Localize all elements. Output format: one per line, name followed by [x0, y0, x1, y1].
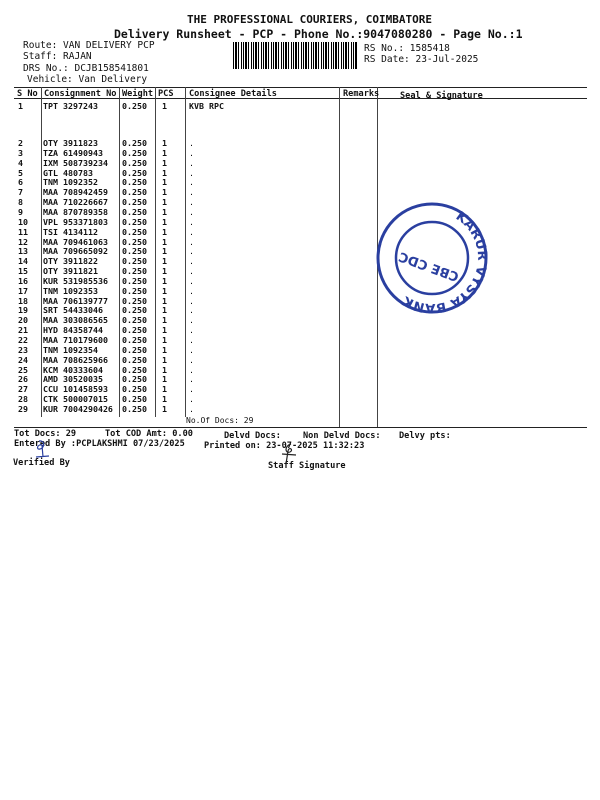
cell-consignment-no: MAA 710226667 — [43, 197, 108, 208]
cell-weight: 0.250 — [122, 335, 147, 345]
cell-sno: 19 — [18, 305, 28, 316]
cell-weight: 0.250 — [122, 394, 147, 405]
cell-sno: 25 — [18, 364, 28, 375]
cell-sno: 13 — [18, 246, 28, 257]
cell-consignee-details: . — [189, 315, 194, 326]
cell-pcs: 1 — [162, 364, 167, 375]
cell-consignment-no: IXM 508739234 — [43, 157, 108, 168]
cell-weight: 0.250 — [122, 206, 147, 217]
col-header-weight: Weight — [122, 89, 154, 99]
cell-pcs: 1 — [162, 167, 167, 178]
cell-consignment-no: OTY 3911823 — [43, 138, 98, 148]
delivered-docs: Delvd Docs: — [224, 431, 281, 441]
cell-consignee-details: . — [189, 236, 194, 247]
cell-sno: 22 — [18, 335, 28, 345]
cell-consignment-no: MAA 710179600 — [43, 335, 108, 345]
cell-consignee-details: . — [189, 216, 194, 227]
cell-pcs: 1 — [162, 344, 167, 355]
cell-consignment-no: TNM 1092352 — [43, 177, 98, 188]
cell-weight: 0.250 — [122, 236, 147, 247]
cell-weight: 0.250 — [122, 197, 147, 208]
cell-consignment-no: MAA 708942459 — [43, 187, 108, 198]
cell-sno: 21 — [18, 325, 28, 336]
cell-consignee-details: . — [189, 344, 194, 355]
cell-sno: 5 — [18, 167, 23, 178]
cell-consignee-details: . — [189, 246, 194, 257]
cell-sno: 8 — [18, 197, 23, 208]
cell-consignment-no: OTY 3911821 — [43, 266, 98, 277]
cell-consignee-details: KVB RPC — [189, 101, 224, 111]
cell-weight: 0.250 — [122, 101, 147, 111]
cell-weight: 0.250 — [122, 325, 147, 336]
cell-pcs: 1 — [162, 374, 167, 385]
cell-pcs: 1 — [162, 305, 167, 316]
cell-sno: 18 — [18, 295, 28, 306]
vehicle-label: Vehicle: Van Delivery — [27, 74, 148, 85]
cell-weight: 0.250 — [122, 266, 147, 277]
cell-pcs: 1 — [162, 147, 167, 158]
cell-consignment-no: TPT 3297243 — [43, 101, 98, 111]
cell-weight: 0.250 — [122, 157, 147, 168]
no-of-docs: No.Of Docs: 29 — [186, 416, 254, 425]
cell-pcs: 1 — [162, 285, 167, 296]
cell-pcs: 1 — [162, 275, 167, 286]
barcode-image — [233, 42, 358, 69]
cell-weight: 0.250 — [122, 315, 147, 326]
cell-consignment-no: VPL 953371803 — [43, 216, 108, 227]
cell-consignee-details: . — [189, 187, 194, 198]
cell-consignee-details: . — [189, 354, 194, 365]
cell-pcs: 1 — [162, 226, 167, 237]
cell-sno: 9 — [18, 206, 23, 217]
cell-weight: 0.250 — [122, 167, 147, 178]
cell-pcs: 1 — [162, 101, 167, 111]
cell-consignee-details: . — [189, 226, 194, 237]
cell-consignee-details: . — [189, 157, 194, 168]
cell-consignment-no: MAA 709461063 — [43, 236, 108, 247]
route-label: Route: VAN DELIVERY PCP — [23, 40, 155, 51]
cell-pcs: 1 — [162, 403, 167, 414]
cell-consignee-details: . — [189, 364, 194, 375]
cell-consignment-no: MAA 706139777 — [43, 295, 108, 306]
cell-pcs: 1 — [162, 335, 167, 345]
cell-sno: 28 — [18, 394, 28, 405]
table-top-rule — [14, 87, 587, 88]
cell-pcs: 1 — [162, 266, 167, 277]
table-bottom-rule — [14, 427, 587, 428]
drs-number: DRS No.: DCJB158541801 — [23, 63, 149, 74]
cell-consignment-no: AMD 30520035 — [43, 374, 103, 385]
cell-pcs: 1 — [162, 295, 167, 306]
cell-weight: 0.250 — [122, 275, 147, 286]
cell-weight: 0.250 — [122, 256, 147, 267]
non-delivered-docs: Non Delvd Docs: — [303, 431, 381, 441]
cell-pcs: 1 — [162, 354, 167, 365]
col-header-consignee: Consignee Details — [189, 89, 277, 99]
cell-pcs: 1 — [162, 197, 167, 208]
cell-weight: 0.250 — [122, 187, 147, 198]
cell-consignee-details: . — [189, 177, 194, 188]
rs-number: RS No.: 1585418 — [364, 43, 450, 54]
cell-consignment-no: TZA 61490943 — [43, 147, 103, 158]
cell-sno: 10 — [18, 216, 28, 227]
cell-consignment-no: HYD 84358744 — [43, 325, 103, 336]
cell-consignee-details: . — [189, 197, 194, 208]
cell-weight: 0.250 — [122, 147, 147, 158]
cell-consignee-details: . — [189, 374, 194, 385]
cell-consignment-no: KUR 7004290426 — [43, 403, 113, 414]
cell-consignee-details: . — [189, 138, 194, 148]
stamp-inner-text: CBE CDC — [397, 248, 462, 284]
total-docs: Tot Docs: 29 — [14, 429, 77, 439]
cell-pcs: 1 — [162, 157, 167, 168]
col-header-remarks: Remarks — [343, 89, 380, 99]
cell-sno: 6 — [18, 177, 23, 188]
cell-consignment-no: OTY 3911822 — [43, 256, 98, 267]
cell-consignment-no: MAA 870789358 — [43, 206, 108, 217]
printed-on: Printed on: 23-07-2025 11:32:23 — [204, 441, 365, 451]
runsheet-title: Delivery Runsheet - PCP - Phone No.:9047080280 - Page No.:1 — [114, 27, 523, 41]
cell-weight: 0.250 — [122, 226, 147, 237]
cell-consignment-no: SRT 54433046 — [43, 305, 103, 316]
cell-consignment-no: MAA 709665092 — [43, 246, 108, 257]
cell-weight: 0.250 — [122, 374, 147, 385]
cell-sno: 23 — [18, 344, 28, 355]
col-divider — [185, 87, 186, 417]
cell-consignment-no: MAA 708625966 — [43, 354, 108, 365]
cell-sno: 12 — [18, 236, 28, 247]
cell-weight: 0.250 — [122, 354, 147, 365]
entered-by: Entered By :PCPLAKSHMI 07/23/2025 — [14, 439, 185, 449]
cell-consignee-details: . — [189, 167, 194, 178]
cell-weight: 0.250 — [122, 177, 147, 188]
cell-pcs: 1 — [162, 394, 167, 405]
col-header-pcs: PCS — [158, 89, 174, 99]
cell-consignee-details: . — [189, 147, 194, 158]
staff-label: Staff: RAJAN — [23, 51, 92, 62]
cell-pcs: 1 — [162, 177, 167, 188]
col-divider — [155, 87, 156, 417]
cell-sno: 2 — [18, 138, 23, 148]
cell-weight: 0.250 — [122, 305, 147, 316]
cell-consignee-details: . — [189, 266, 194, 277]
cell-consignment-no: KUR 531985536 — [43, 275, 108, 286]
cell-sno: 3 — [18, 147, 23, 158]
cell-sno: 15 — [18, 266, 28, 277]
cell-pcs: 1 — [162, 246, 167, 257]
cell-consignee-details: . — [189, 256, 194, 267]
col-divider — [339, 87, 340, 427]
cell-weight: 0.250 — [122, 295, 147, 306]
cell-consignee-details: . — [189, 403, 194, 414]
cell-sno: 16 — [18, 275, 28, 286]
stamp-outer-text: KARUR VYSYA BANK — [400, 209, 490, 316]
cell-consignee-details: . — [189, 295, 194, 306]
cell-consignee-details: . — [189, 206, 194, 217]
col-header-sno: S No — [17, 89, 38, 99]
cell-pcs: 1 — [162, 256, 167, 267]
bank-seal-stamp — [372, 198, 492, 318]
company-name: THE PROFESSIONAL COURIERS, COIMBATORE — [187, 13, 433, 26]
cell-consignment-no: CTK 500007015 — [43, 394, 108, 405]
cell-weight: 0.250 — [122, 384, 147, 395]
cell-sno: 4 — [18, 157, 23, 168]
cell-sno: 11 — [18, 226, 28, 237]
cell-pcs: 1 — [162, 315, 167, 326]
cell-consignee-details: . — [189, 394, 194, 405]
cell-pcs: 1 — [162, 138, 167, 148]
verified-signature-scribble — [33, 438, 53, 460]
rs-date: RS Date: 23-Jul-2025 — [364, 54, 479, 65]
cell-consignment-no: GTL 480783 — [43, 167, 93, 178]
cell-sno: 17 — [18, 285, 28, 296]
cell-consignment-no: CCU 101458593 — [43, 384, 108, 395]
cell-weight: 0.250 — [122, 138, 147, 148]
cell-weight: 0.250 — [122, 403, 147, 414]
verified-by-label: Verified By — [13, 458, 70, 468]
cell-sno: 1 — [18, 101, 23, 111]
cell-weight: 0.250 — [122, 364, 147, 375]
cell-consignee-details: . — [189, 275, 194, 286]
cell-consignee-details: . — [189, 285, 194, 296]
cell-sno: 14 — [18, 256, 28, 267]
cell-sno: 24 — [18, 354, 28, 365]
cell-pcs: 1 — [162, 187, 167, 198]
cell-weight: 0.250 — [122, 216, 147, 227]
staff-signature-label: Staff Signature — [268, 461, 346, 471]
cell-pcs: 1 — [162, 384, 167, 395]
cell-sno: 29 — [18, 403, 28, 414]
cell-consignment-no: TSI 4134112 — [43, 226, 98, 237]
cell-consignment-no: TNM 1092353 — [43, 285, 98, 296]
cell-weight: 0.250 — [122, 246, 147, 257]
cell-consignee-details: . — [189, 335, 194, 345]
total-cod-amount: Tot COD Amt: 0.00 — [105, 429, 193, 439]
cell-consignment-no: TNM 1092354 — [43, 344, 98, 355]
cell-consignee-details: . — [189, 384, 194, 395]
col-header-consignment: Consignment No — [44, 89, 117, 99]
cell-pcs: 1 — [162, 325, 167, 336]
cell-consignee-details: . — [189, 325, 194, 336]
col-header-seal-signature: Seal & Signature — [400, 91, 483, 101]
col-divider — [119, 87, 120, 417]
cell-weight: 0.250 — [122, 344, 147, 355]
delivery-points: Delvy pts: — [399, 431, 451, 441]
cell-consignment-no: MAA 303086565 — [43, 315, 108, 326]
cell-sno: 7 — [18, 187, 23, 198]
cell-pcs: 1 — [162, 206, 167, 217]
staff-signature-scribble — [279, 442, 299, 466]
cell-pcs: 1 — [162, 236, 167, 247]
cell-consignee-details: . — [189, 305, 194, 316]
cell-sno: 27 — [18, 384, 28, 395]
cell-pcs: 1 — [162, 216, 167, 227]
cell-consignment-no: KCM 40333604 — [43, 364, 103, 375]
cell-sno: 20 — [18, 315, 28, 326]
cell-sno: 26 — [18, 374, 28, 385]
cell-weight: 0.250 — [122, 285, 147, 296]
col-divider — [41, 87, 42, 417]
